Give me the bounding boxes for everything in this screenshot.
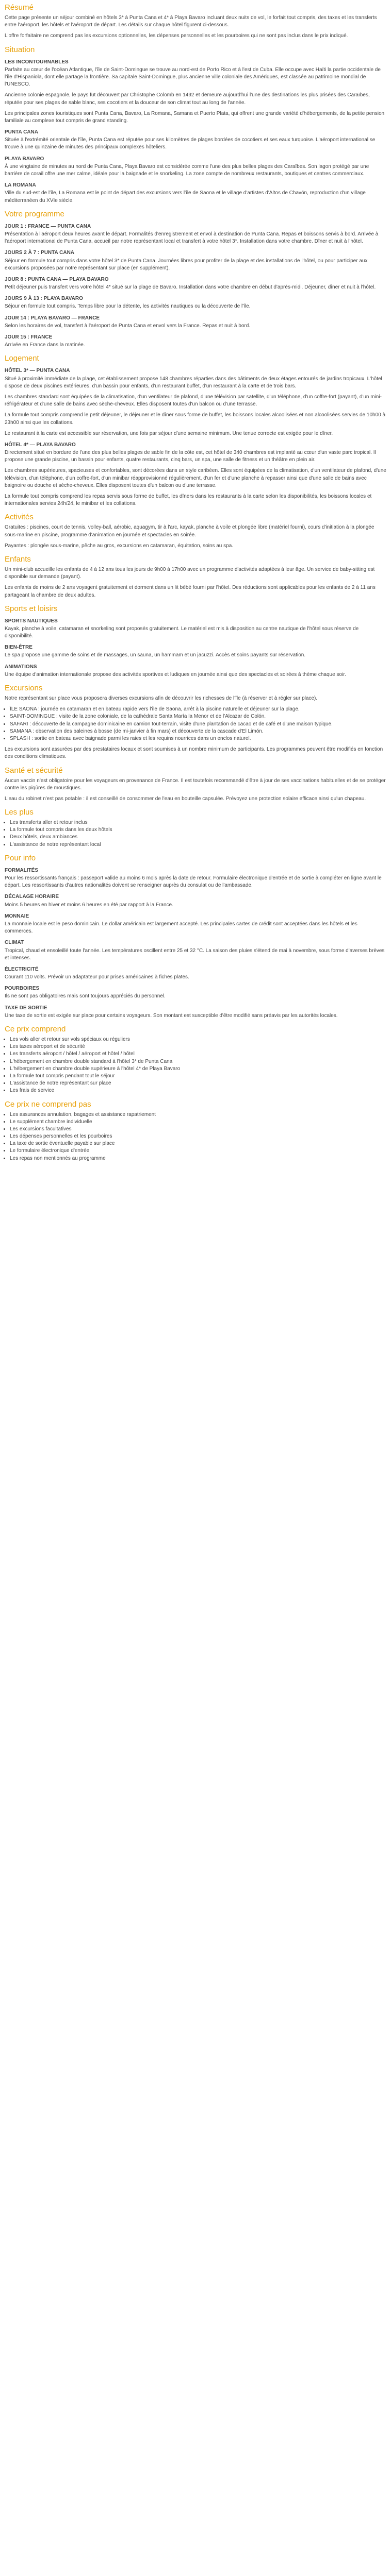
section-resume bbox=[5, 3, 386, 40]
list-item: • SAFARI : découverte de la campagne dominicaine en camion tout-terrain, visite d'une plantation de cacao et de café et d'une maison typique. bbox=[10, 721, 386, 728]
list-item: • Les repas non mentionnés au programme bbox=[10, 1155, 386, 1162]
subheading: BIEN-ÊTRE bbox=[5, 645, 32, 651]
paragraph: L'eau du robinet n'est pas potable : il est conseillé de consommer de l'eau en bouteille capsulée. Prévoyez une protection solaire efficace ainsi qu'un chapeau. bbox=[5, 795, 366, 802]
paragraph: Notre représentant sur place vous proposera diverses excursions afin de découvrir les richesses de l'île (à réserver et à régler sur place). bbox=[5, 696, 318, 701]
paragraph: Directement situé en bordure de l'une des plus belles plages de sable fin de la côte est, cet hôtel de 340 chambres est implanté au cœur d'un vaste parc tropical. Il propose une grande piscine, un bassin pour enfants, quatre restaurants, cinq bars, un spa, une salle de fitness et un théâtre en plein air. bbox=[5, 450, 376, 463]
section-title-sante: Santé et sécurité bbox=[5, 766, 63, 775]
included-list bbox=[5, 1036, 386, 1095]
paragraph: Un mini-club accueille les enfants de 4 à 12 ans tous les jours de 9h00 à 17h00 avec un programme d'activités adaptées à leur âge. Un service de baby-sitting est disponible sur demande (payant). bbox=[5, 566, 375, 580]
day-heading: JOUR 14 : PLAYA BAVARO — FRANCE bbox=[5, 315, 100, 321]
list-item: • Les excursions facultatives bbox=[10, 1126, 386, 1133]
list-item: • Les assurances annulation, bagages et assistance rapatriement bbox=[10, 1111, 386, 1118]
info-block bbox=[5, 1005, 386, 1020]
day-heading: JOURS 9 À 13 : PLAYA BAVARO bbox=[5, 296, 83, 302]
list-item: • L'assistance de notre représentant local bbox=[10, 841, 386, 849]
paragraph: Ils ne sont pas obligatoires mais sont toujours appréciés du personnel. bbox=[5, 993, 166, 999]
subheading: SPORTS NAUTIQUES bbox=[5, 618, 58, 624]
paragraph: L'offre forfaitaire ne comprend pas les excursions optionnelles, les dépenses personnelles et les pourboires qui ne sont pas inclus dans le prix indiqué. bbox=[5, 33, 348, 39]
info-block bbox=[5, 893, 386, 908]
info-block bbox=[5, 966, 386, 981]
subheading: ANIMATIONS bbox=[5, 664, 37, 670]
section-title-sports: Sports et loisirs bbox=[5, 604, 58, 613]
sport-block bbox=[5, 644, 386, 659]
day-block bbox=[5, 315, 386, 330]
list-item: • Les vols aller et retour sur vols spéciaux ou réguliers bbox=[10, 1036, 386, 1043]
excluded-list bbox=[5, 1111, 386, 1162]
day-block bbox=[5, 249, 386, 272]
info-block bbox=[5, 913, 386, 936]
list-item: • Le supplément chambre individuelle bbox=[10, 1118, 386, 1126]
section-title-les-plus: Les plus bbox=[5, 808, 34, 817]
paragraph: Situé à proximité immédiate de la plage, cet établissement propose 148 chambres réparties dans des bâtiments de deux étages entourés de jardins tropicaux. L'hôtel dispose de deux piscines extérieures, d'un bassin pour enfants, d'un restaurant buffet, d'un restaurant à la carte et de trois bars. bbox=[5, 376, 382, 389]
paragraph: La formule tout compris comprend le petit déjeuner, le déjeuner et le dîner sous forme de buffet, les boissons locales alcoolisées et non alcoolisées servies de 10h00 à 23h00 ainsi que les collations. bbox=[5, 412, 386, 426]
subheading: FORMALITÉS bbox=[5, 867, 38, 873]
subheading: PUNTA CANA bbox=[5, 129, 38, 135]
zone-block bbox=[5, 156, 386, 178]
day-block bbox=[5, 295, 386, 310]
list-item: • SAINT-DOMINGUE : visite de la zone coloniale, de la cathédrale Santa María la Menor et de l'Alcazar de Colón. bbox=[10, 713, 386, 720]
section-title-enfants: Enfants bbox=[5, 554, 31, 564]
subheading: PLAYA BAVARO bbox=[5, 156, 44, 162]
day-heading: JOUR 15 : FRANCE bbox=[5, 334, 53, 340]
sport-block bbox=[5, 618, 386, 640]
paragraph: Ville du sud-est de l'île, La Romana est le point de départ des excursions vers l'île de Saona et le village d'artistes d'Altos de Chavón, reproduction d'un village méditerranéen du XVIe siècle. bbox=[5, 190, 366, 204]
paragraph: Parfaite au cœur de l'océan Atlantique, l'île de Saint-Domingue se trouve au nord-est de Porto Rico et à l'est de Cuba. Elle occupe avec Haïti la partie occidentale de l'île d'Hispaniola, dont elle partage la frontière. Sa capitale Saint-Domingue, plus ancienne ville coloniale des Amériques, est classée au patrimoine mondial de l'UNESCO. bbox=[5, 66, 381, 88]
list-item: • La formule tout compris pendant tout le séjour bbox=[10, 1073, 386, 1080]
paragraph: Présentation à l'aéroport deux heures avant le départ. Formalités d'enregistrement et envol à destination de Punta Cana. Repas et boissons servis à bord. Arrivée à l'aéroport international de Punta Cana, accueil par notre représentant local et transfert à votre hôtel 3*. Installation dans votre chambre. Dîner et nuit à l'hôtel. bbox=[5, 231, 379, 245]
paragraph: Arrivée en France dans la matinée. bbox=[5, 342, 85, 348]
paragraph: Les enfants de moins de 2 ans voyagent gratuitement et dorment dans un lit bébé fourni par l'hôtel. Des réductions sont applicables pour les enfants de 2 à 11 ans partageant la chambre de deux adultes. bbox=[5, 585, 376, 598]
paragraph: Aucun vaccin n'est obligatoire pour les voyageurs en provenance de France. Il est toutefois recommandé d'être à jour de ses vaccinations habituelles et de se protéger contre les piqûres de moustiques. bbox=[5, 777, 386, 791]
zone-block bbox=[5, 129, 386, 151]
info-block bbox=[5, 939, 386, 962]
section-prix-ne-comprend-pas bbox=[5, 1100, 386, 1162]
section-title-activites: Activités bbox=[5, 513, 34, 522]
list-item: • Deux hôtels, deux ambiances bbox=[10, 834, 386, 841]
subheading: ÉLECTRICITÉ bbox=[5, 966, 39, 972]
list-item: • Les dépenses personnelles et les pourboires bbox=[10, 1133, 386, 1140]
section-pour-info bbox=[5, 854, 386, 1020]
paragraph: Les chambres standard sont équipées de la climatisation, d'un ventilateur de plafond, d'une télévision par satellite, d'un téléphone, d'un coffre-fort (payant), d'un mini-réfrigérateur et d'une salle de bains avec sèche-cheveux. Elles disposent toutes d'un balcon ou d'une terrasse. bbox=[5, 394, 382, 408]
sport-block bbox=[5, 664, 386, 679]
subheading: DÉCALAGE HORAIRE bbox=[5, 894, 59, 900]
list-item: • Les frais de service bbox=[10, 1087, 386, 1094]
paragraph: Selon les horaires de vol, transfert à l'aéroport de Punta Cana et envol vers la France. Repas et nuit à bord. bbox=[5, 323, 251, 329]
paragraph: Petit déjeuner puis transfert vers votre hôtel 4* situé sur la plage de Bavaro. Installation dans votre chambre en début d'après-midi. Déjeuner, dîner et nuit à l'hôtel. bbox=[5, 284, 376, 291]
day-heading: JOUR 1 : FRANCE — PUNTA CANA bbox=[5, 223, 91, 229]
paragraph: Gratuites : piscines, court de tennis, volley-ball, aérobic, aquagym, tir à l'arc, kayak, planche à voile et plongée libre (matériel fourni), cours d'initiation à la plongée sous-marine en piscine, programme d'animation en journée et spectacles en soirée. bbox=[5, 524, 374, 538]
section-enfants bbox=[5, 555, 386, 599]
info-block bbox=[5, 867, 386, 890]
paragraph: Les chambres supérieures, spacieuses et confortables, sont décorées dans un style caribéen. Elles sont équipées de la climatisation, d'un ventilateur de plafond, d'une télévision, d'un téléphone, d'un coffre-fort, d'un minibar réapprovisionné régulièrement, d'un fer et d'une planche à repasser ainsi que d'une salle de bains avec baignoire ou douche et sèche-cheveux. Elles disposent toutes d'un balcon ou d'une terrasse. bbox=[5, 468, 386, 488]
info-block bbox=[5, 985, 386, 1000]
section-title-logement: Logement bbox=[5, 354, 39, 363]
list-item: • Le formulaire électronique d'entrée bbox=[10, 1147, 386, 1155]
paragraph: Cette page présente un séjour combiné en hôtels 3* à Punta Cana et 4* à Playa Bavaro incluant deux nuits de vol, le forfait tout compris, des taxes et les transferts entre l'aéroport, les hôtels et l'aéroport de départ. Les détails sur chaque hôtel figurent ci-dessous. bbox=[5, 15, 377, 28]
section-title-resume: Résumé bbox=[5, 3, 34, 12]
list-item: • L'hébergement en chambre double supérieure à l'hôtel 4* de Playa Bavaro bbox=[10, 1065, 386, 1073]
page bbox=[0, 0, 391, 1171]
hotel-heading: HÔTEL 3* — PUNTA CANA bbox=[5, 368, 70, 374]
section-title-situation: Situation bbox=[5, 45, 35, 54]
subheading: POURBOIRES bbox=[5, 986, 40, 992]
day-heading: JOURS 2 À 7 : PUNTA CANA bbox=[5, 250, 75, 256]
list-item: • La taxe de sortie éventuelle payable sur place bbox=[10, 1140, 386, 1147]
list-item: • ÎLE SAONA : journée en catamaran et en bateau rapide vers l'île de Saona, arrêt à la piscine naturelle et déjeuner sur la plage. bbox=[10, 706, 386, 713]
paragraph: À une vingtaine de minutes au nord de Punta Cana, Playa Bavaro est considérée comme l'une des plus belles plages des Caraïbes. Son lagon protégé par une barrière de corail offre une mer calme, idéale pour la baignade et le snorkeling. La zone compte de nombreux restaurants, boutiques et centres commerciaux. bbox=[5, 163, 369, 177]
paragraph: Tropical, chaud et ensoleillé toute l'année. Les températures oscillent entre 25 et 32 °C. La saison des pluies s'étend de mai à novembre, sous forme d'averses brèves et intenses. bbox=[5, 947, 385, 961]
list-item: • Les transferts aéroport / hôtel / aéroport et hôtel / hôtel bbox=[10, 1050, 386, 1058]
day-block bbox=[5, 223, 386, 246]
section-excursions bbox=[5, 684, 386, 761]
paragraph: Kayak, planche à voile, catamaran et snorkeling sont proposés gratuitement. Le matériel est mis à disposition au centre nautique de l'hôtel sous réserve de disponibilité. bbox=[5, 625, 359, 639]
paragraph: Pour les ressortissants français : passeport valide au moins 6 mois après la date de retour. Formulaire électronique d'entrée et de sortie à compléter en ligne avant le départ. Les ressortissants d'autres nationalités doivent se renseigner auprès du consulat ou de l'ambassade. bbox=[5, 875, 382, 889]
les-plus-list bbox=[5, 819, 386, 849]
paragraph: Une équipe d'animation internationale propose des activités sportives et ludiques en journée ainsi que des spectacles et soirées à thème chaque soir. bbox=[5, 671, 346, 677]
section-situation bbox=[5, 45, 386, 205]
day-block bbox=[5, 276, 386, 291]
section-logement bbox=[5, 354, 386, 507]
paragraph: Payantes : plongée sous-marine, pêche au gros, excursions en catamaran, équitation, soins au spa. bbox=[5, 543, 234, 549]
section-prix-comprend bbox=[5, 1025, 386, 1095]
section-title-programme: Votre programme bbox=[5, 209, 64, 218]
list-item: • L'hébergement en chambre double standard à l'hôtel 3* de Punta Cana bbox=[10, 1058, 386, 1065]
section-sports bbox=[5, 604, 386, 679]
list-item: • Les taxes aéroport et de sécurité bbox=[10, 1043, 386, 1050]
zone-block bbox=[5, 182, 386, 205]
paragraph: Ancienne colonie espagnole, le pays fut découvert par Christophe Colomb en 1492 et demeure aujourd'hui l'une des destinations les plus prisées des Caraïbes, réputée pour ses plages de sable blanc, ses cocotiers et la douceur de son climat tout au long de l'année. bbox=[5, 92, 370, 106]
section-title-excursions: Excursions bbox=[5, 684, 43, 692]
day-block bbox=[5, 334, 386, 349]
section-programme bbox=[5, 210, 386, 349]
paragraph: La formule tout compris comprend les repas servis sous forme de buffet, les dîners dans les restaurants à la carte selon les disponibilités, les boissons locales et internationales servies 24h/24, le minibar et les collations. bbox=[5, 494, 372, 507]
paragraph: La monnaie locale est le peso dominicain. Le dollar américain est largement accepté. Les principales cartes de crédit sont acceptées dans les hôtels et les commerces. bbox=[5, 921, 357, 935]
section-les-plus bbox=[5, 808, 386, 849]
list-item: • SPLASH : sortie en bateau avec baignade parmi les raies et les requins nourrices dans un enclos naturel. bbox=[10, 735, 386, 742]
list-item: • SAMANA : observation des baleines à bosse (de mi-janvier à fin mars) et découverte de la cascade d'El Limón. bbox=[10, 728, 386, 735]
paragraph: Une taxe de sortie est exigée sur place pour certains voyageurs. Son montant est susceptible d'être modifié sans préavis par les autorités locales. bbox=[5, 1012, 338, 1019]
list-item: • L'assistance de notre représentant sur place bbox=[10, 1080, 386, 1087]
section-title-pour-info: Pour info bbox=[5, 853, 36, 862]
section-title-prix-comprend: Ce prix comprend bbox=[5, 1025, 66, 1033]
subheading: CLIMAT bbox=[5, 940, 24, 946]
list-item: • Les transferts aller et retour inclus bbox=[10, 819, 386, 826]
section-sante bbox=[5, 766, 386, 803]
paragraph: Les excursions sont assurées par des prestataires locaux et sont soumises à un nombre minimum de participants. Les programmes peuvent être modifiés en fonction des conditions climatiques. bbox=[5, 747, 383, 760]
paragraph: Les principales zones touristiques sont Punta Cana, Bavaro, La Romana, Samana et Puerto Plata, qui offrent une grande variété d'hébergements, de la petite pension familiale au complexe tout compris de grand standing. bbox=[5, 110, 385, 124]
day-heading: JOUR 8 : PUNTA CANA — PLAYA BAVARO bbox=[5, 276, 109, 282]
paragraph: Le restaurant à la carte est accessible sur réservation, une fois par séjour d'une semaine minimum. Une tenue correcte est exigée pour le dîner. bbox=[5, 430, 333, 436]
subheading: MONNAIE bbox=[5, 913, 29, 919]
list-item: • La formule tout compris dans les deux hôtels bbox=[10, 826, 386, 834]
paragraph: Le spa propose une gamme de soins et de massages, un sauna, un hammam et un jacuzzi. Accès et soins payants sur réservation. bbox=[5, 652, 306, 658]
paragraph: Courant 110 volts. Prévoir un adaptateur pour prises américaines à fiches plates. bbox=[5, 974, 189, 980]
section-activites bbox=[5, 513, 386, 550]
paragraph: Séjour en formule tout compris dans votre hôtel 3* de Punta Cana. Journées libres pour profiter de la plage et des installations de l'hôtel, ou pour participer aux excursions proposées par notre représentant sur place (en supplément). bbox=[5, 258, 368, 271]
excursion-list bbox=[5, 706, 386, 742]
paragraph: Moins 5 heures en hiver et moins 6 heures en été par rapport à la France. bbox=[5, 902, 173, 908]
subheading: LA ROMANA bbox=[5, 182, 36, 189]
subheading: LES INCONTOURNABLES bbox=[5, 59, 69, 65]
subheading: TAXE DE SORTIE bbox=[5, 1005, 47, 1011]
paragraph: Située à l'extrémité orientale de l'île, Punta Cana est réputée pour ses kilomètres de plages bordées de cocotiers et ses eaux turquoise. L'aéroport international se trouve à une quinzaine de minutes des principaux complexes hôteliers. bbox=[5, 137, 376, 150]
paragraph: Séjour en formule tout compris. Temps libre pour la détente, les activités nautiques ou la découverte de l'île. bbox=[5, 303, 251, 310]
hotel-heading: HÔTEL 4* — PLAYA BAVARO bbox=[5, 442, 76, 448]
section-title-prix-ne-comprend-pas: Ce prix ne comprend pas bbox=[5, 1099, 91, 1109]
